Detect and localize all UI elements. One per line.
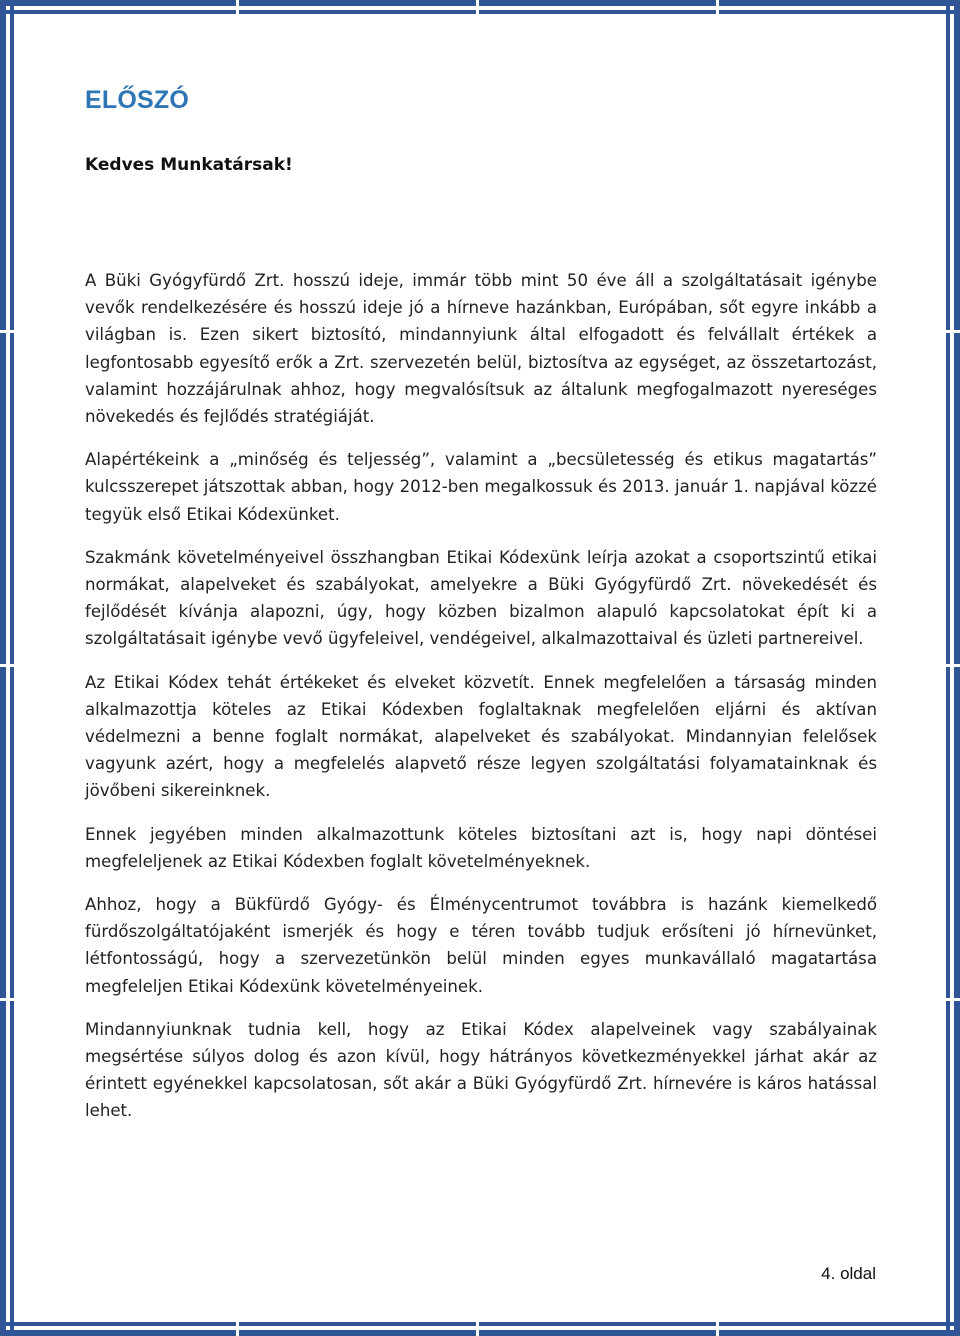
paragraph-5: Ennek jegyében minden alkalmazottunk köteles biztosítani azt is, hogy napi döntései megfeleljenek az Etikai Kódexben foglalt követelményeknek.	[85, 824, 877, 871]
paragraph-1: A Büki Gyógyfürdő Zrt. hosszú ideje, immár több mint 50 éve áll a szolgáltatásait igénybe vevők rendelkezésére és hosszú ideje jó a hírneve hazánkban, Európában, sőt egyre inkább a világban is. Ezen sikert biztosító, mindannyiunk által elfogadott és felvállalt értékek a legfontosabb egyesítő erők a Zrt. szervezetén belül, biztosítva az egységet, az összetartozást, valamint hozzájárulnak ahhoz, hogy megvalósítsuk az általunk megfogalmazott nyereséges növekedés és fejlődés stratégiáját.	[85, 271, 877, 427]
paragraph-3: Szakmánk követelményeivel összhangban Etikai Kódexünk leírja azokat a csoportszintű etikai normákat, alapelveket és szabályokat, amelyekre a Büki Gyógyfürdő Zrt. növekedését és fejlődését kívánja alapozni, úgy, hogy közben bizalmon alapuló kapcsolatokat épít ki a szolgáltatásait igénybe vevő ügyfeleivel, vendégeivel, alkalmazottaival és üzleti partnereivel.	[85, 547, 877, 649]
body-text	[85, 267, 877, 1141]
paragraph-2: Alapértékeink a „minőség és teljesség”, valamint a „becsületesség és etikus magatartás” kulcsszerepet játszottak abban, hogy 2012-ben megalkossuk és 2013. január 1. napjával közzé tegyük első Etikai Kódexünket.	[85, 450, 877, 524]
paragraph-6: Ahhoz, hogy a Bükfürdő Gyógy- és Élménycentrumot továbbra is hazánk kiemelkedő fürdőszolgáltatójaként ismerjék és hogy e téren tovább tudjuk erősíteni jó hírnevünket, létfontosságú, hogy a szervezetünkön belül minden egyes munkavállaló magatartása megfeleljen Etikai Kódexünk követelményeinek.	[85, 895, 877, 996]
paragraph-7: Mindannyiunknak tudnia kell, hogy az Etikai Kódex alapelveinek vagy szabályainak megsértése súlyos dolog és azon kívül, hogy hátrányos következményekkel járhat akár az érintett egyénekkel kapcsolatosan, sőt akár a Büki Gyógyfürdő Zrt. hírnevére is káros hatással lehet.	[85, 1019, 877, 1121]
paragraph-4: Az Etikai Kódex tehát értékeket és elveket közvetít. Ennek megfelelően a társaság minden alkalmazottja köteles az Etikai Kódexben foglaltaknak megfelelően eljárni és aktívan védelmezni a benne foglalt normákat, alapelveket és szabályokat. Mindannyian felelősek vagyunk azért, hogy a megfelelés alapvető része legyen szolgáltatási folyamatainknak és jövőbeni sikereinknek.	[85, 672, 877, 801]
greeting: Kedves Munkatársak!	[85, 155, 293, 175]
page-number: 4. oldal	[821, 1264, 876, 1283]
page-title: ELŐSZÓ	[85, 86, 189, 114]
